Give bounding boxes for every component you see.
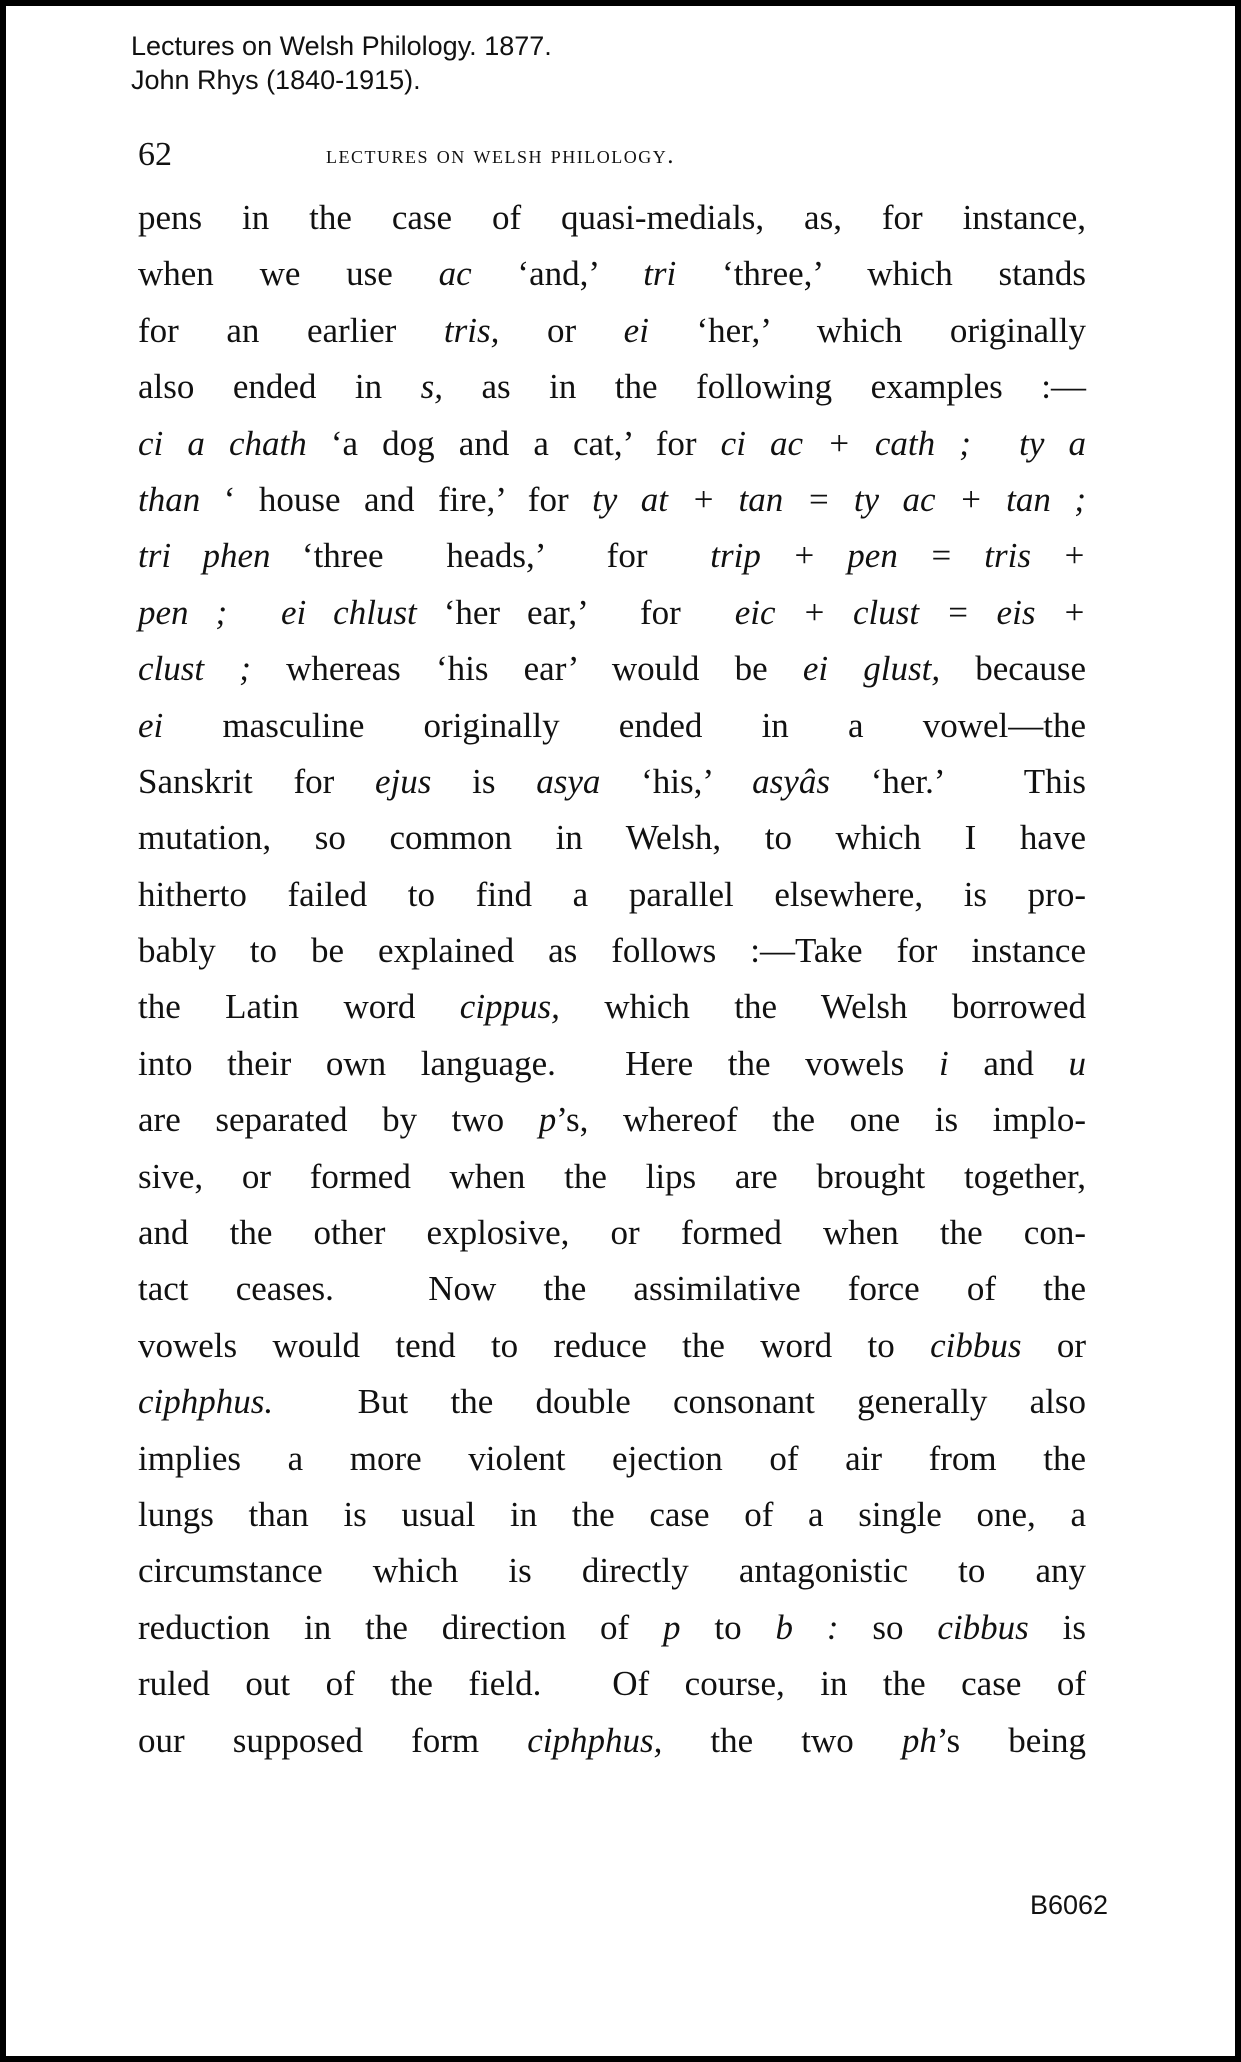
text-line bbox=[138, 754, 1086, 810]
text-run: and the other explosive, or formed when the con- bbox=[138, 1213, 1086, 1253]
text-run: pens in the case of quasi-medials, as, for instance, bbox=[138, 198, 1086, 237]
italic-text: s, bbox=[420, 367, 443, 407]
text-run: the Latin word bbox=[138, 987, 460, 1027]
text-line bbox=[138, 1205, 1086, 1261]
text-line bbox=[138, 1374, 1086, 1430]
text-run: ’s being bbox=[936, 1720, 1086, 1760]
text-run: masculine originally ended in a vowel—the bbox=[163, 705, 1086, 745]
catalog-author: John Rhys (1840-1915). bbox=[131, 65, 421, 95]
text-line bbox=[138, 303, 1086, 359]
italic-text: than bbox=[138, 479, 201, 519]
text-line bbox=[138, 359, 1086, 415]
text-run: because bbox=[940, 649, 1087, 689]
text-line bbox=[138, 923, 1086, 979]
text-line bbox=[138, 1600, 1086, 1656]
text-run: reduction in the direction of bbox=[138, 1607, 664, 1647]
body-text bbox=[138, 190, 1086, 1769]
text-run: ‘her,’ which originally bbox=[648, 310, 1087, 350]
italic-text: p bbox=[663, 1607, 681, 1647]
text-run: But the double consonant generally also bbox=[273, 1382, 1086, 1422]
text-line bbox=[138, 1149, 1086, 1205]
text-line bbox=[138, 416, 1086, 472]
text-run: ‘a dog and a cat,’ for bbox=[306, 423, 721, 463]
catalog-code: B6062 bbox=[1030, 1890, 1109, 1920]
text-run: ‘three heads,’ for bbox=[270, 536, 711, 576]
text-run: hitherto failed to find a parallel elsewhere, is pro- bbox=[138, 874, 1086, 914]
italic-text: tri phen bbox=[138, 536, 271, 576]
text-run: is bbox=[1028, 1607, 1087, 1647]
italic-text: pen ; ei chlust bbox=[138, 592, 417, 632]
text-run: or bbox=[1021, 1325, 1087, 1365]
text-run: is bbox=[431, 761, 537, 801]
text-run: our supposed form bbox=[138, 1720, 528, 1760]
text-run: ‘and,’ bbox=[471, 254, 644, 294]
text-line bbox=[138, 1036, 1086, 1092]
text-run: ‘her ear,’ for bbox=[416, 592, 735, 632]
italic-text: clust ; bbox=[138, 649, 251, 689]
text-run: sive, or formed when the lips are brought together, bbox=[138, 1156, 1086, 1196]
italic-text: cibbus bbox=[937, 1607, 1029, 1647]
italic-text: p bbox=[538, 1100, 557, 1140]
italic-text: ciphphus, bbox=[527, 1720, 663, 1760]
italic-text: ejus bbox=[375, 761, 432, 801]
text-run: implies a more violent ejection of air from the bbox=[138, 1438, 1086, 1478]
text-run: the two bbox=[662, 1720, 902, 1760]
italic-text: tris, bbox=[443, 310, 500, 350]
italic-text: ci ac + cath ; ty a bbox=[720, 423, 1086, 463]
text-line bbox=[138, 585, 1086, 641]
text-run: to bbox=[680, 1607, 776, 1647]
text-run: are separated by two bbox=[138, 1100, 539, 1140]
italic-text: eic + clust = eis + bbox=[734, 592, 1086, 632]
text-run: so bbox=[838, 1607, 938, 1647]
text-line bbox=[138, 1261, 1086, 1317]
text-run: vowels would tend to reduce the word to bbox=[138, 1325, 931, 1365]
page-number: 62 bbox=[138, 136, 172, 173]
text-line bbox=[138, 810, 1086, 866]
text-run: circumstance which is directly antagonistic to any bbox=[138, 1551, 1086, 1591]
italic-text: asya bbox=[536, 761, 601, 801]
italic-text: asyâs bbox=[752, 761, 830, 801]
text-line bbox=[138, 979, 1086, 1035]
text-run: or bbox=[499, 310, 624, 350]
italic-text: ac bbox=[438, 254, 472, 294]
text-run: tact ceases. Now the assimilative force of the bbox=[138, 1269, 1086, 1309]
text-run: whereas ‘his ear’ would be bbox=[250, 649, 803, 689]
text-line bbox=[138, 472, 1086, 528]
text-run: for an earlier bbox=[138, 310, 444, 350]
text-run: Sanskrit for bbox=[138, 761, 376, 801]
text-line bbox=[138, 1543, 1086, 1599]
text-run: lungs than is usual in the case of a single one, a bbox=[138, 1494, 1086, 1534]
italic-text: b : bbox=[775, 1607, 839, 1647]
italic-text: ei bbox=[138, 705, 164, 745]
text-run: when we use bbox=[138, 254, 439, 294]
text-line bbox=[138, 1318, 1086, 1374]
text-run: ‘her.’ This bbox=[829, 761, 1086, 801]
text-run: ‘ house and fire,’ for bbox=[200, 479, 593, 519]
italic-text: u bbox=[1068, 1043, 1086, 1083]
catalog-title: Lectures on Welsh Philology. 1877. bbox=[131, 31, 552, 61]
italic-text: ciphphus. bbox=[138, 1382, 274, 1422]
italic-text: ty at + tan = ty ac + tan ; bbox=[592, 479, 1086, 519]
italic-text: cippus, bbox=[459, 987, 560, 1027]
text-line bbox=[138, 698, 1086, 754]
italic-text: ei glust, bbox=[802, 649, 941, 689]
text-line bbox=[138, 1656, 1086, 1712]
text-line bbox=[138, 1487, 1086, 1543]
italic-text: cibbus bbox=[930, 1325, 1022, 1365]
running-title: lectures on welsh philology. bbox=[326, 142, 675, 169]
text-line bbox=[138, 867, 1086, 923]
text-run: also ended in bbox=[138, 367, 421, 407]
text-run: and bbox=[948, 1043, 1069, 1083]
italic-text: ei bbox=[623, 310, 649, 350]
italic-text: i bbox=[938, 1043, 949, 1083]
italic-text: trip + pen = tris + bbox=[710, 536, 1086, 576]
text-run: ruled out of the field. Of course, in the case of bbox=[138, 1664, 1086, 1704]
text-run: bably to be explained as follows :—Take for instance bbox=[138, 931, 1086, 971]
text-line bbox=[138, 528, 1086, 584]
text-line bbox=[138, 246, 1086, 302]
text-line bbox=[138, 1713, 1086, 1769]
text-run: into their own language. Here the vowels bbox=[138, 1043, 939, 1083]
text-run: ‘his,’ bbox=[600, 761, 753, 801]
italic-text: ph bbox=[901, 1720, 937, 1760]
italic-text: ci a chath bbox=[138, 423, 307, 463]
text-run: mutation, so common in Welsh, to which I have bbox=[138, 818, 1086, 858]
text-line bbox=[138, 641, 1086, 697]
text-run: ‘three,’ which stands bbox=[676, 254, 1087, 294]
text-line bbox=[138, 1431, 1086, 1487]
text-run: as in the following examples :— bbox=[442, 367, 1086, 407]
text-line bbox=[138, 190, 1086, 246]
text-line bbox=[138, 1092, 1086, 1148]
text-run: which the Welsh borrowed bbox=[559, 987, 1086, 1027]
italic-text: tri bbox=[643, 254, 677, 294]
text-run: ’s, whereof the one is implo- bbox=[556, 1100, 1087, 1140]
